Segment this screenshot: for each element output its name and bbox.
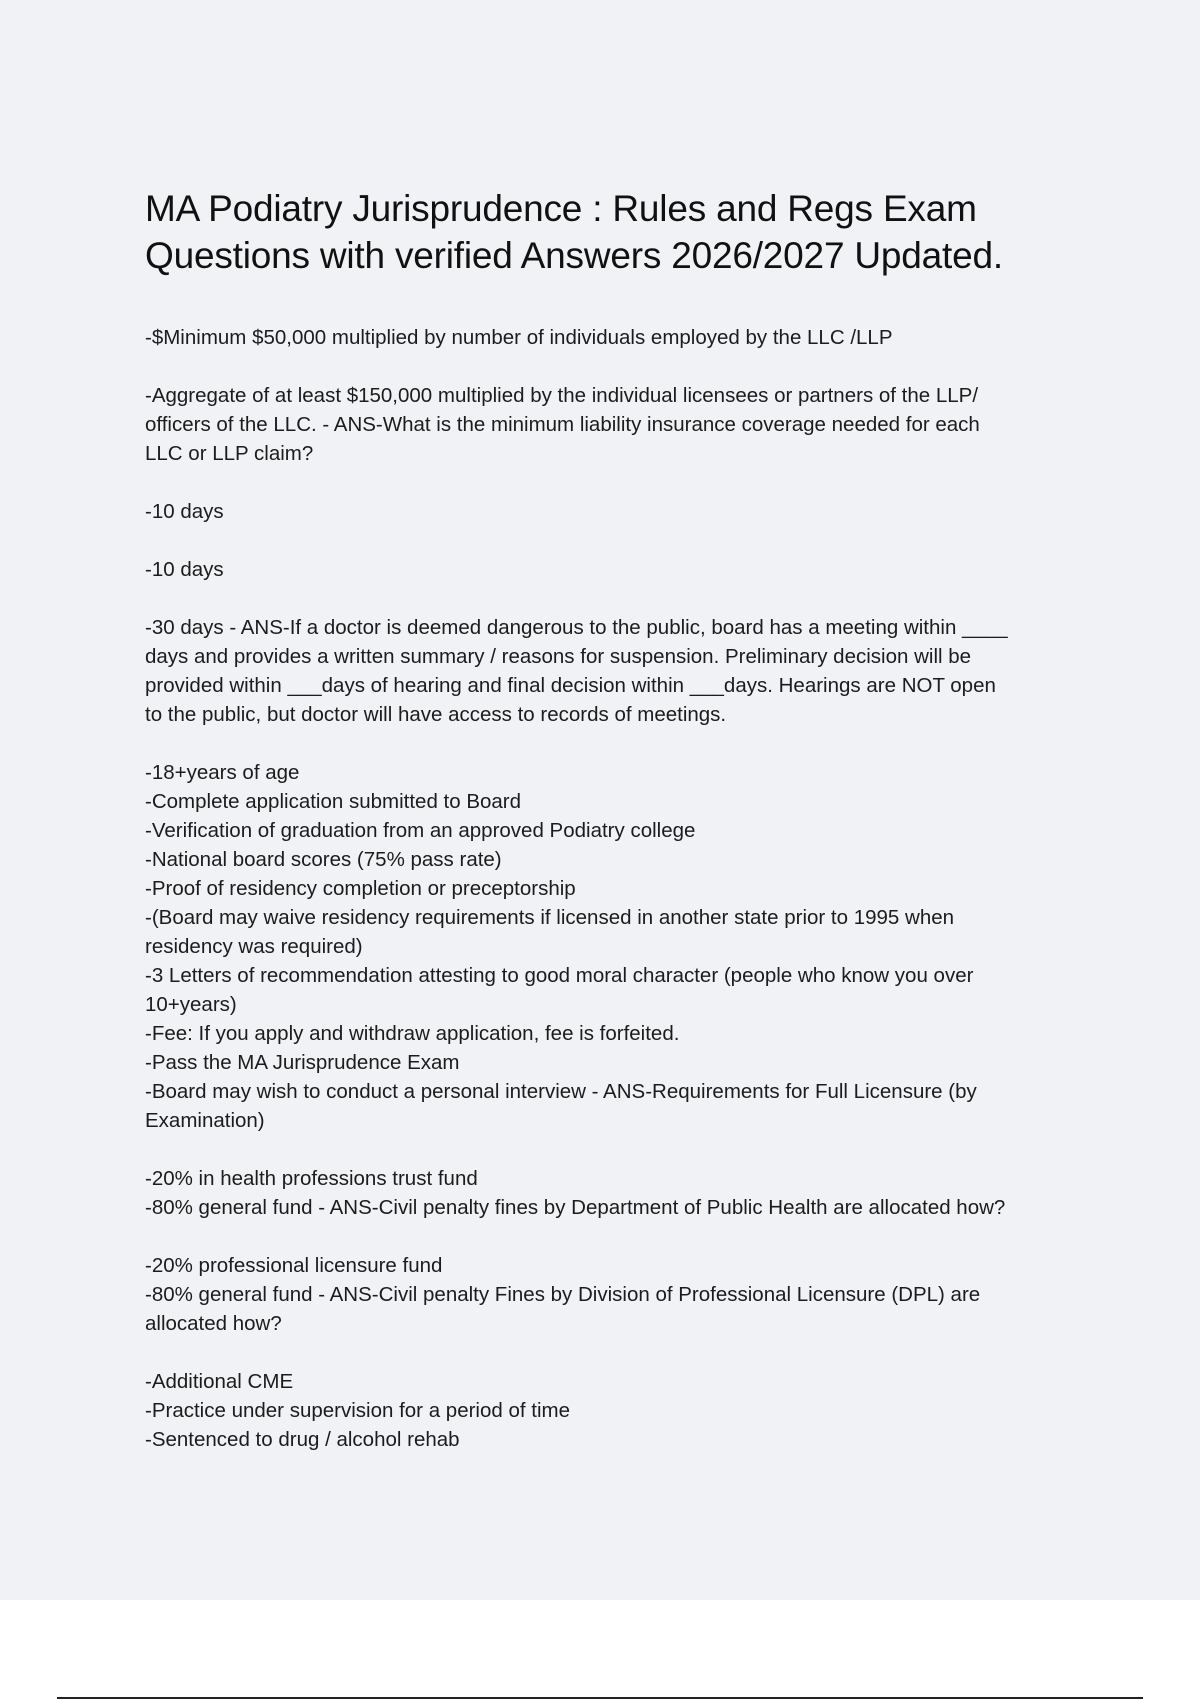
text-line: -80% general fund - ANS-Civil penalty fines by Department of Public Health are allocated how? [145,1196,1006,1219]
qa-entry-full-licensure [145,758,1075,1135]
text-line: -10 days [145,558,224,581]
qa-entry-ten-days-b [145,555,1075,584]
text-line: officers of the LLC. - ANS-What is the minimum liability insurance coverage needed for each [145,413,980,436]
qa-entry-disciplinary-actions [145,1367,1075,1454]
text-line: -3 Letters of recommendation attesting to good moral character (people who know you over [145,964,974,987]
text-line: -Sentenced to drug / alcohol rehab [145,1428,460,1451]
text-line: -20% in health professions trust fund [145,1167,478,1190]
document-title [145,185,1075,279]
text-line: -$Minimum $50,000 multiplied by number of individuals employed by the LLC /LLP [145,326,893,349]
text-line: -Practice under supervision for a period of time [145,1399,571,1422]
text-line: -Verification of graduation from an approved Podiatry college [145,819,696,842]
text-line: allocated how? [145,1312,282,1335]
text-line: -Board may wish to conduct a personal interview - ANS-Requirements for Full Licensure (by [145,1080,977,1103]
text-line: -30 days - ANS-If a doctor is deemed dangerous to the public, board has a meeting within ____ [145,616,1008,639]
text-line: provided within ___days of hearing and final decision within ___days. Hearings are NOT open [145,674,996,697]
text-line: -Complete application submitted to Board [145,790,522,813]
page-divider [57,1697,1143,1699]
text-line: days and provides a written summary / reasons for suspension. Preliminary decision will be [145,645,972,668]
text-line: residency was required) [145,935,363,958]
text-line: -Additional CME [145,1370,294,1393]
text-line: -Fee: If you apply and withdraw application, fee is forfeited. [145,1022,680,1045]
text-line: -Pass the MA Jurisprudence Exam [145,1051,460,1074]
text-line: Examination) [145,1109,265,1132]
text-line: -Proof of residency completion or preceptorship [145,877,576,900]
qa-entry-dangerous-doctor [145,613,1075,729]
qa-entry-liability-aggregate [145,381,1075,468]
text-line: LLC or LLP claim? [145,442,314,465]
title-line: MA Podiatry Jurisprudence : Rules and Regs Exam [145,188,977,229]
text-line: -(Board may waive residency requirements if licensed in another state prior to 1995 when [145,906,955,929]
text-line: -National board scores (75% pass rate) [145,848,502,871]
text-line: -18+years of age [145,761,300,784]
text-line: to the public, but doctor will have access to records of meetings. [145,703,727,726]
title-line: Questions with verified Answers 2026/2027 Updated. [145,235,1003,276]
text-line: -Aggregate of at least $150,000 multiplied by the individual licensees or partners of the LLP/ [145,384,979,407]
text-line: -20% professional licensure fund [145,1254,443,1277]
text-line: -10 days [145,500,224,523]
text-line: -80% general fund - ANS-Civil penalty Fines by Division of Professional Licensure (DPL) are [145,1283,981,1306]
qa-entry-dpl-fines [145,1251,1075,1338]
qa-entry-ten-days-a [145,497,1075,526]
qa-entry-dph-fines [145,1164,1075,1222]
qa-entry-liability-minimum [145,323,1075,352]
text-line: 10+years) [145,993,237,1016]
document-content [145,185,1075,1483]
